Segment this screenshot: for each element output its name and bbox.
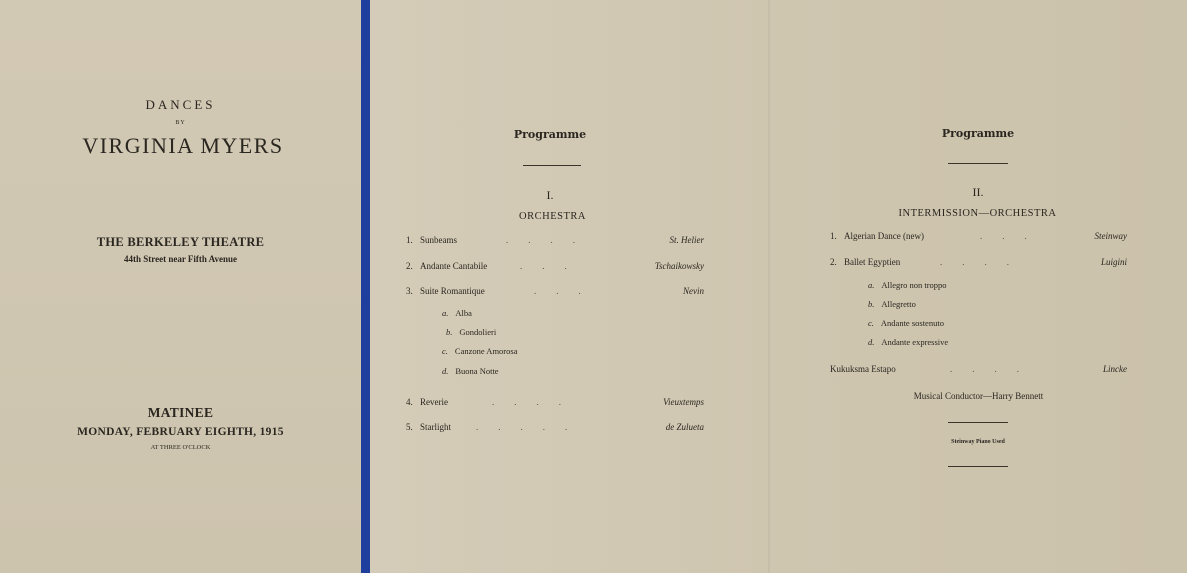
- sub-item: b. Allegretto: [868, 299, 916, 309]
- programme-heading: Programme: [941, 127, 1015, 140]
- item-composer: Vieuxtemps: [663, 397, 704, 407]
- item-title: Reverie: [420, 397, 448, 407]
- item-composer: St. Helier: [669, 235, 704, 245]
- cover-panel: [0, 0, 361, 573]
- section-title: INTERMISSION—ORCHESTRA: [898, 208, 1057, 219]
- cover-address: 44th Street near Fifth Avenue: [124, 254, 237, 264]
- section-title: ORCHESTRA: [519, 211, 586, 222]
- part-numeral: II.: [972, 185, 984, 199]
- item-title: Starlight: [420, 422, 451, 432]
- conductor-rule: [948, 422, 1008, 423]
- item-title: Kukuksma Estapo: [830, 364, 896, 374]
- blue-divider: [361, 0, 370, 573]
- item-composer: Nevin: [683, 286, 704, 296]
- item-composer: de Zulueta: [665, 422, 704, 432]
- cover-performer: VIRGINIA MYERS: [82, 133, 284, 158]
- sub-item: c. Canzone Amorosa: [442, 346, 518, 356]
- sub-item: b. Gondolieri: [446, 327, 497, 337]
- closing-rule: [948, 466, 1008, 467]
- item-composer: Lincke: [1103, 364, 1127, 374]
- sub-item: d. Andante expressive: [868, 337, 949, 347]
- cover-theatre: THE BERKELEY THEATRE: [96, 235, 265, 249]
- piano-note: Steinway Piano Used: [951, 439, 1005, 445]
- programme-heading: Programme: [513, 128, 587, 141]
- item-title: Andante Cantabile: [420, 261, 488, 271]
- cover-time: AT THREE O'CLOCK: [150, 444, 211, 451]
- program-inside: Programme I. ORCHESTRA 1. Sunbeams .... St. Helier 2. Andante Cantabile ... Tschaikowsky 3. Suite Romantique ... Nevin a. Alba b. Gondolieri c. Canzone Amorosa d. Buona Notte 4. Reverie .... Vieuxtemps 5. Starlight ..... de Zulueta Programme II. INTERMISSION—ORCHESTRA 1. Algerian Dance (new) ... Steinway 2. Ballet Egyptien .... Luigini a. Allegro non troppo b. Allegretto c. Andante sostenuto d. Andante expressive Kukuksma Estapo .... Lincke Musical Conductor—Harry Bennett Steinway Piano Used: [370, 0, 1187, 573]
- item-title: Sunbeams: [420, 235, 457, 245]
- cover-by: BY: [175, 120, 186, 126]
- musical-conductor: Musical Conductor—Harry Bennett: [913, 391, 1044, 401]
- cover-date: MONDAY, FEBRUARY EIGHTH, 1915: [77, 426, 284, 438]
- sub-item: c. Andante sostenuto: [868, 318, 944, 328]
- item-composer: Tschaikowsky: [654, 261, 704, 271]
- heading-rule: [948, 163, 1008, 164]
- part-numeral: I.: [546, 188, 554, 202]
- heading-rule: [523, 165, 581, 166]
- item-title: Suite Romantique: [420, 286, 485, 296]
- cover-matinee: MATINEE: [147, 405, 214, 420]
- item-composer: Steinway: [1094, 231, 1127, 241]
- item-title: Ballet Egyptien: [844, 257, 901, 267]
- sub-item: d. Buona Notte: [442, 366, 499, 376]
- cover-dances: DANCES: [145, 97, 216, 112]
- item-title: Algerian Dance (new): [844, 231, 924, 241]
- fold-line: [768, 0, 770, 573]
- sub-item: a. Alba: [442, 308, 472, 318]
- item-composer: Luigini: [1100, 257, 1127, 267]
- sub-item: a. Allegro non troppo: [868, 280, 947, 290]
